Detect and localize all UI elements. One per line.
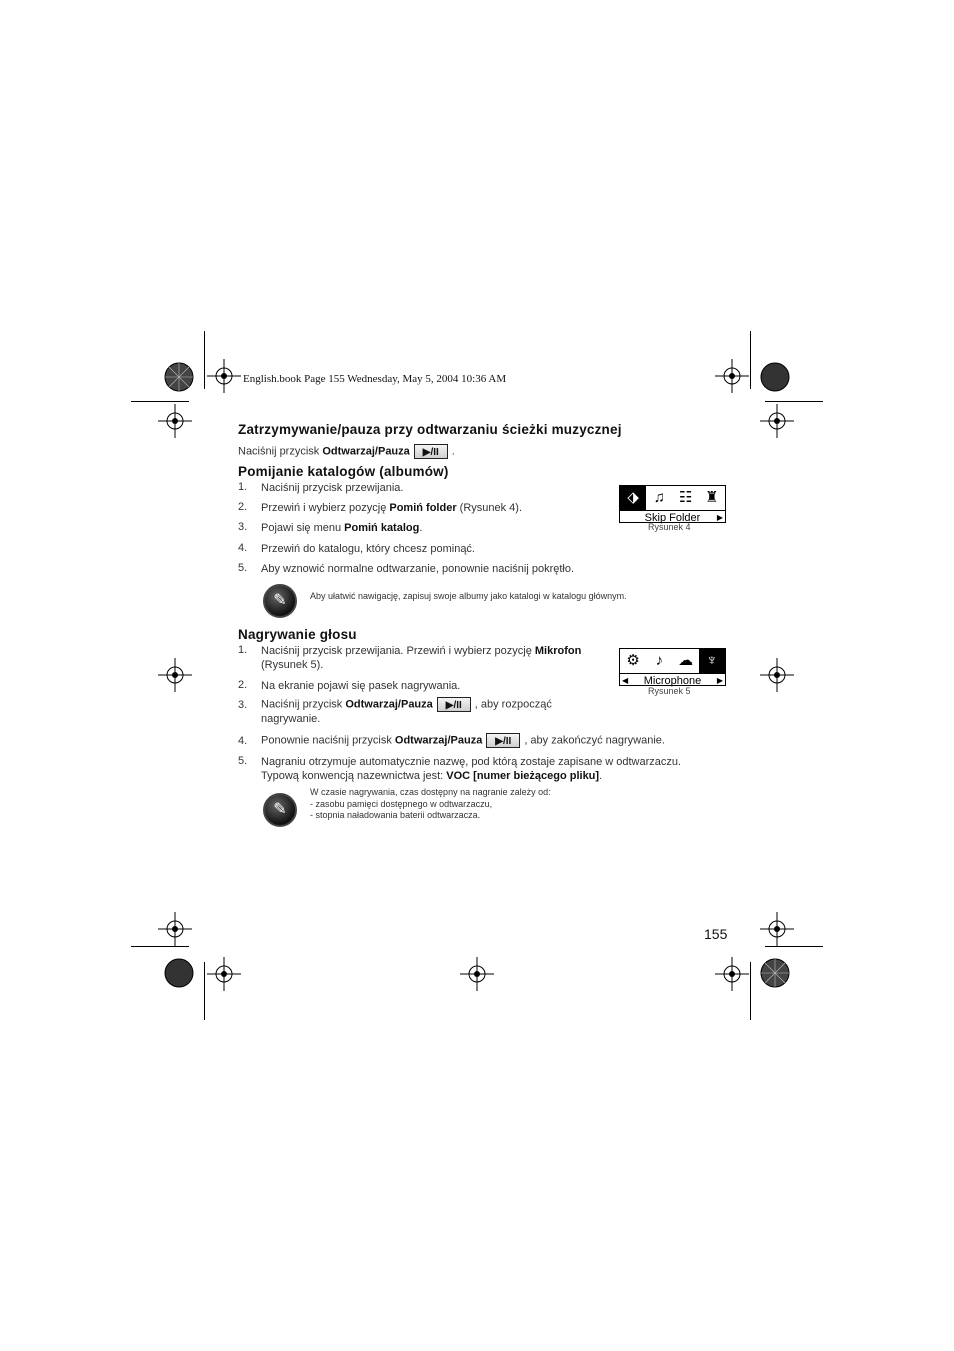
crop-mark bbox=[131, 946, 189, 947]
arrow-left-icon: ◀ bbox=[622, 676, 629, 685]
step-number: 2. bbox=[238, 501, 248, 513]
lcd-icon-row bbox=[620, 649, 725, 674]
step-text: Naciśnij przycisk Odtwarzaj/Pauza ▶/II , aby rozpocząć nagrywanie. bbox=[261, 698, 552, 725]
crosshair-icon bbox=[760, 658, 794, 692]
lcd-label: ◀ Microphone ▶ bbox=[622, 675, 723, 687]
crop-mark bbox=[765, 401, 823, 402]
step-number: 5. bbox=[238, 755, 248, 767]
crosshair-icon bbox=[207, 359, 241, 393]
figure-caption: Rysunek 5 bbox=[648, 686, 691, 696]
step-number: 3. bbox=[238, 521, 248, 533]
crop-mark bbox=[750, 331, 751, 389]
crosshair-icon bbox=[715, 957, 749, 991]
pause-instruction-end: . bbox=[451, 445, 455, 458]
step-number: 1. bbox=[238, 481, 248, 493]
crosshair-icon bbox=[158, 658, 192, 692]
note-line: - zasobu pamięci dostępnego w odtwarzaczu, bbox=[310, 798, 493, 809]
crop-mark bbox=[131, 401, 189, 402]
lcd-icon-row bbox=[620, 486, 725, 511]
pause-instruction-bold: Odtwarzaj/Pauza bbox=[322, 445, 410, 458]
section-title-skip-folder: Pomijanie katalogów (albumów) bbox=[238, 464, 449, 479]
step-text: Nagraniu otrzymuje automatycznie nazwę, pod którą zostaje zapisane w odtwarzaczu. Typową konwencją nazewnictwa jest: VOC [numer bieżącego pliku]. bbox=[261, 756, 682, 782]
speech-bubble-icon: ☁ bbox=[678, 652, 694, 669]
step-number: 3. bbox=[238, 699, 248, 711]
registration-mark-icon bbox=[162, 956, 196, 990]
pause-instruction bbox=[238, 444, 455, 459]
note-line: W czasie nagrywania, czas dostępny na nagranie zależy od: bbox=[310, 787, 551, 797]
equalizer-icon: ☷ bbox=[678, 489, 693, 506]
registration-mark-icon bbox=[758, 360, 792, 394]
section-title-voice-recording: Nagrywanie głosu bbox=[238, 627, 357, 642]
folder-icon: ⬗ bbox=[620, 486, 646, 510]
music-note-icon: ♫ bbox=[653, 489, 665, 506]
crop-mark bbox=[204, 962, 205, 1020]
crop-mark bbox=[765, 946, 823, 947]
crosshair-icon bbox=[207, 957, 241, 991]
step-text: Pojawi się menu Pomiń katalog. bbox=[261, 522, 423, 534]
figure-caption: Rysunek 4 bbox=[648, 522, 691, 532]
note-icon: ✎ bbox=[263, 793, 297, 827]
step-text: Aby wznowić normalne odtwarzanie, ponownie naciśnij pokrętło. bbox=[261, 563, 575, 575]
note-icon: ✎ bbox=[263, 584, 297, 618]
crosshair-icon bbox=[760, 912, 794, 946]
step-text: Na ekranie pojawi się pasek nagrywania. bbox=[261, 680, 461, 692]
step-number: 4. bbox=[238, 542, 248, 554]
step-number: 2. bbox=[238, 679, 248, 691]
step-number: 4. bbox=[238, 735, 248, 747]
registration-mark-icon bbox=[758, 956, 792, 990]
note-text: Aby ułatwić nawigację, zapisuj swoje albumy jako katalogi w katalogu głównym. bbox=[310, 591, 627, 601]
crosshair-icon bbox=[760, 404, 794, 438]
music-note-icon: ♪ bbox=[655, 652, 664, 669]
trash-icon: ♜ bbox=[705, 489, 719, 506]
step-text: Przewiń do katalogu, który chcesz pominąć. bbox=[261, 543, 475, 555]
arrow-right-icon: ▶ bbox=[716, 513, 723, 522]
crosshair-icon bbox=[158, 404, 192, 438]
crop-mark bbox=[204, 331, 205, 389]
arrow-right-icon: ▶ bbox=[716, 676, 723, 685]
pause-instruction-text: Naciśnij przycisk bbox=[238, 445, 323, 458]
book-header-line: English.book Page 155 Wednesday, May 5, 2004 10:36 AM bbox=[243, 373, 507, 385]
play-pause-button-icon: ▶/II bbox=[414, 444, 448, 459]
crosshair-icon bbox=[158, 912, 192, 946]
step-number: 1. bbox=[238, 644, 248, 656]
page-number: 155 bbox=[704, 926, 728, 942]
note-text-block bbox=[310, 787, 551, 822]
section-title-pause: Zatrzymywanie/pauza przy odtwarzaniu ścieżki muzycznej bbox=[238, 422, 622, 437]
crosshair-icon bbox=[715, 359, 749, 393]
registration-mark-icon bbox=[162, 360, 196, 394]
lcd-skip-folder-screen bbox=[619, 485, 726, 523]
step-text: Przewiń i wybierz pozycję Pomiń folder (Rysunek 4). bbox=[261, 502, 523, 514]
step-number: 5. bbox=[238, 562, 248, 574]
play-pause-button-icon: ▶/II bbox=[486, 733, 520, 748]
step-text: Ponownie naciśnij przycisk Odtwarzaj/Pauza ▶/II , aby zakończyć nagrywanie. bbox=[261, 734, 665, 747]
play-pause-button-icon: ▶/II bbox=[437, 697, 471, 712]
crop-mark bbox=[750, 962, 751, 1020]
step-text: Naciśnij przycisk przewijania. bbox=[261, 482, 404, 494]
crosshair-icon bbox=[460, 957, 494, 991]
lcd-label: Skip Folder ▶ bbox=[644, 512, 723, 524]
lcd-microphone-screen bbox=[619, 648, 726, 686]
microphone-icon: ♆ bbox=[699, 649, 725, 673]
step-text: Naciśnij przycisk przewijania. Przewiń i wybierz pozycję Mikrofon (Rysunek 5). bbox=[261, 645, 582, 671]
note-line: - stopnia naładowania baterii odtwarzacza. bbox=[310, 810, 481, 820]
gear-icon: ⚙ bbox=[626, 652, 640, 669]
